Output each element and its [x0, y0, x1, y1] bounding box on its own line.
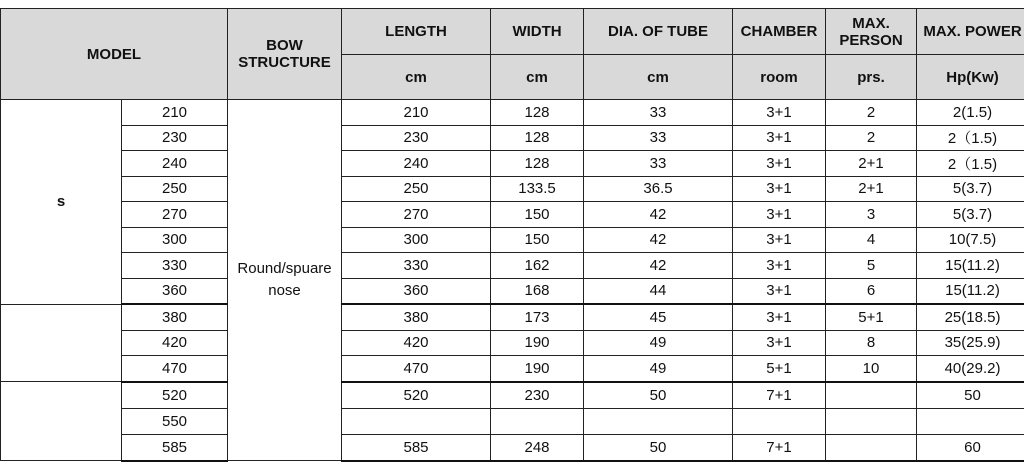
max-person-cell: 2+1: [826, 176, 917, 202]
header-bow-structure: BOW STRUCTURE: [228, 9, 342, 100]
length-cell: 380: [342, 304, 491, 330]
chamber-cell: 3+1: [733, 176, 826, 202]
width-cell: [491, 408, 584, 434]
width-cell: 190: [491, 330, 584, 356]
max-power-cell: 35(25.9): [917, 330, 1024, 356]
dia-of-tube-cell: 50: [584, 382, 733, 409]
model-cell: 300: [122, 227, 228, 253]
max-power-cell: 10(7.5): [917, 227, 1024, 253]
length-cell: 270: [342, 202, 491, 228]
max-power-cell: 5(3.7): [917, 176, 1024, 202]
max-power-cell: 15(11.2): [917, 253, 1024, 279]
dia-of-tube-cell: 44: [584, 278, 733, 304]
spec-table: [0, 8, 1024, 462]
max-person-cell: 8: [826, 330, 917, 356]
table-row: [1, 382, 1024, 409]
dia-of-tube-cell: 36.5: [584, 176, 733, 202]
length-cell: 360: [342, 278, 491, 304]
chamber-cell: 3+1: [733, 330, 826, 356]
dia-of-tube-cell: 42: [584, 253, 733, 279]
unit-length: cm: [342, 55, 491, 100]
max-power-cell: 25(18.5): [917, 304, 1024, 330]
dia-of-tube-cell: 50: [584, 434, 733, 461]
width-cell: 162: [491, 253, 584, 279]
chamber-cell: 3+1: [733, 202, 826, 228]
table-row: [1, 408, 1024, 434]
model-cell: 360: [122, 278, 228, 304]
model-cell: 240: [122, 151, 228, 177]
max-person-cell: 5: [826, 253, 917, 279]
max-person-cell: [826, 434, 917, 461]
header-dia-of-tube: DIA. OF TUBE: [584, 9, 733, 55]
table-row: [1, 227, 1024, 253]
max-power-cell: 40(29.2): [917, 356, 1024, 382]
model-group-label: [1, 304, 122, 382]
length-cell: 250: [342, 176, 491, 202]
max-person-cell: 5+1: [826, 304, 917, 330]
table-header: [1, 9, 1024, 100]
dia-of-tube-cell: 33: [584, 100, 733, 126]
dia-of-tube-cell: 49: [584, 330, 733, 356]
width-cell: 190: [491, 356, 584, 382]
table-row: [1, 151, 1024, 177]
model-cell: 520: [122, 382, 228, 409]
unit-max-person: prs.: [826, 55, 917, 100]
table-row: [1, 125, 1024, 151]
unit-dia-of-tube: cm: [584, 55, 733, 100]
width-cell: 128: [491, 125, 584, 151]
width-cell: 173: [491, 304, 584, 330]
length-cell: [342, 408, 491, 434]
model-cell: 270: [122, 202, 228, 228]
chamber-cell: 3+1: [733, 227, 826, 253]
table-row: [1, 176, 1024, 202]
max-power-cell: 2（1.5): [917, 125, 1024, 151]
max-person-cell: 10: [826, 356, 917, 382]
dia-of-tube-cell: 42: [584, 227, 733, 253]
table-row: [1, 253, 1024, 279]
unit-max-power: Hp(Kw): [917, 55, 1024, 100]
length-cell: 330: [342, 253, 491, 279]
chamber-cell: 3+1: [733, 278, 826, 304]
max-person-cell: 2: [826, 125, 917, 151]
table-row: [1, 202, 1024, 228]
width-cell: 150: [491, 227, 584, 253]
max-power-cell: 2(1.5): [917, 100, 1024, 126]
length-cell: 230: [342, 125, 491, 151]
max-person-cell: 6: [826, 278, 917, 304]
length-cell: 585: [342, 434, 491, 461]
length-cell: 300: [342, 227, 491, 253]
unit-chamber: room: [733, 55, 826, 100]
max-power-cell: 5(3.7): [917, 202, 1024, 228]
model-cell: 470: [122, 356, 228, 382]
chamber-cell: [733, 408, 826, 434]
table-row: [1, 304, 1024, 330]
width-cell: 248: [491, 434, 584, 461]
model-cell: 380: [122, 304, 228, 330]
chamber-cell: 7+1: [733, 434, 826, 461]
width-cell: 230: [491, 382, 584, 409]
header-length: LENGTH: [342, 9, 491, 55]
max-person-cell: 3: [826, 202, 917, 228]
length-cell: 470: [342, 356, 491, 382]
model-cell: 420: [122, 330, 228, 356]
chamber-cell: 3+1: [733, 125, 826, 151]
table-body: [1, 100, 1024, 461]
table-row: [1, 100, 1024, 126]
chamber-cell: 3+1: [733, 151, 826, 177]
bow-structure-cell: Round/spuare nose: [228, 100, 342, 461]
dia-of-tube-cell: [584, 408, 733, 434]
table-row: [1, 356, 1024, 382]
length-cell: 420: [342, 330, 491, 356]
table-row: [1, 330, 1024, 356]
max-person-cell: 4: [826, 227, 917, 253]
header-width: WIDTH: [491, 9, 584, 55]
table-row: [1, 278, 1024, 304]
max-power-cell: 15(11.2): [917, 278, 1024, 304]
chamber-cell: 7+1: [733, 382, 826, 409]
max-power-cell: [917, 408, 1024, 434]
header-chamber: CHAMBER: [733, 9, 826, 55]
width-cell: 128: [491, 151, 584, 177]
model-cell: 585: [122, 434, 228, 461]
chamber-cell: 3+1: [733, 253, 826, 279]
max-power-cell: 60: [917, 434, 1024, 461]
width-cell: 133.5: [491, 176, 584, 202]
dia-of-tube-cell: 33: [584, 125, 733, 151]
model-cell: 230: [122, 125, 228, 151]
max-person-cell: 2: [826, 100, 917, 126]
model-group-label: [1, 382, 122, 461]
chamber-cell: 3+1: [733, 304, 826, 330]
max-person-cell: 2+1: [826, 151, 917, 177]
length-cell: 240: [342, 151, 491, 177]
header-max-person: MAX. PERSON: [826, 9, 917, 55]
width-cell: 150: [491, 202, 584, 228]
dia-of-tube-cell: 42: [584, 202, 733, 228]
width-cell: 168: [491, 278, 584, 304]
model-cell: 210: [122, 100, 228, 126]
max-power-cell: 50: [917, 382, 1024, 409]
unit-width: cm: [491, 55, 584, 100]
dia-of-tube-cell: 45: [584, 304, 733, 330]
chamber-cell: 3+1: [733, 100, 826, 126]
header-model: MODEL: [1, 9, 228, 100]
max-power-cell: 2（1.5): [917, 151, 1024, 177]
header-max-power: MAX. POWER: [917, 9, 1024, 55]
model-cell: 330: [122, 253, 228, 279]
dia-of-tube-cell: 33: [584, 151, 733, 177]
max-person-cell: [826, 382, 917, 409]
chamber-cell: 5+1: [733, 356, 826, 382]
length-cell: 210: [342, 100, 491, 126]
table-row: [1, 434, 1024, 461]
model-group-label: s: [1, 100, 122, 305]
width-cell: 128: [491, 100, 584, 126]
model-cell: 250: [122, 176, 228, 202]
max-person-cell: [826, 408, 917, 434]
length-cell: 520: [342, 382, 491, 409]
model-cell: 550: [122, 408, 228, 434]
dia-of-tube-cell: 49: [584, 356, 733, 382]
